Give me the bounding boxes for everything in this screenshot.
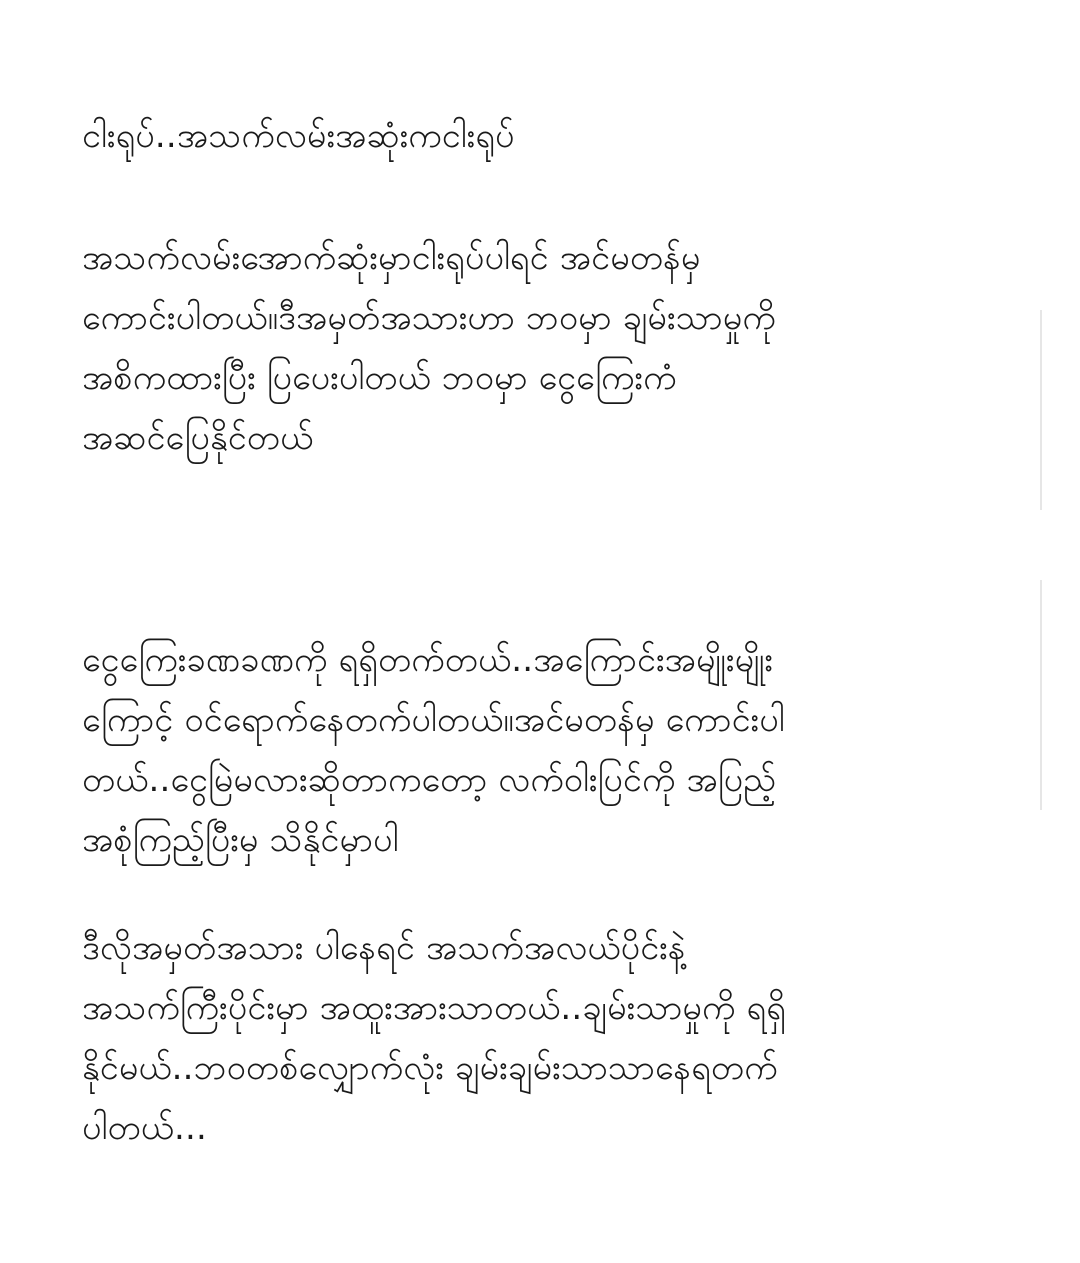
- paragraph-line: ကြောင့် ဝင်ရောက်နေတက်ပါတယ်။အင်မတန်မှ ကောင်းပါ: [82, 700, 785, 740]
- paragraph-line: အစုံကြည့်ပြီးမှ သိနိုင်မှာပါ: [82, 820, 399, 860]
- scroll-edge-divider: [1040, 580, 1042, 810]
- paragraph-line: နိုင်မယ်..ဘဝတစ်လျှောက်လုံး ချမ်းချမ်းသာသာနေရတက်: [82, 1048, 778, 1088]
- paragraph-line: အစိကထားပြီး ပြပေးပါတယ် ဘဝမှာ ငွေကြေးကံ: [82, 358, 677, 398]
- paragraph-line: အသက်ကြီးပိုင်းမှာ အထူးအားသာတယ်..ချမ်းသာမှုကို ရရှိ: [82, 988, 786, 1028]
- paragraph-line: တယ်..ငွေမြဲမလားဆိုတာကတော့ လက်ဝါးပြင်ကို အပြည့်: [82, 760, 777, 800]
- scroll-edge-divider: [1040, 310, 1042, 510]
- post-heading: ငါးရုပ်..အသက်လမ်းအဆုံးကငါးရုပ်: [82, 116, 515, 156]
- paragraph-line: ဒီလိုအမှတ်အသား ပါနေရင် အသက်အလယ်ပိုင်းနဲ့: [82, 928, 686, 968]
- paragraph-line: ပါတယ်...: [82, 1108, 207, 1148]
- paragraph-line: အသက်လမ်းအောက်ဆုံးမှာငါးရုပ်ပါရင် အင်မတန်မှ: [82, 238, 701, 278]
- paragraph-line: ငွေကြေးခဏခဏကို ရရှိတက်တယ်..အကြောင်းအမျိုးမျိုး: [82, 640, 774, 680]
- paragraph-line: အဆင်ပြေနိုင်တယ်: [82, 418, 314, 458]
- paragraph-line: ကောင်းပါတယ်။ဒီအမှတ်အသားဟာ ဘဝမှာ ချမ်းသာမှုကို: [82, 298, 776, 338]
